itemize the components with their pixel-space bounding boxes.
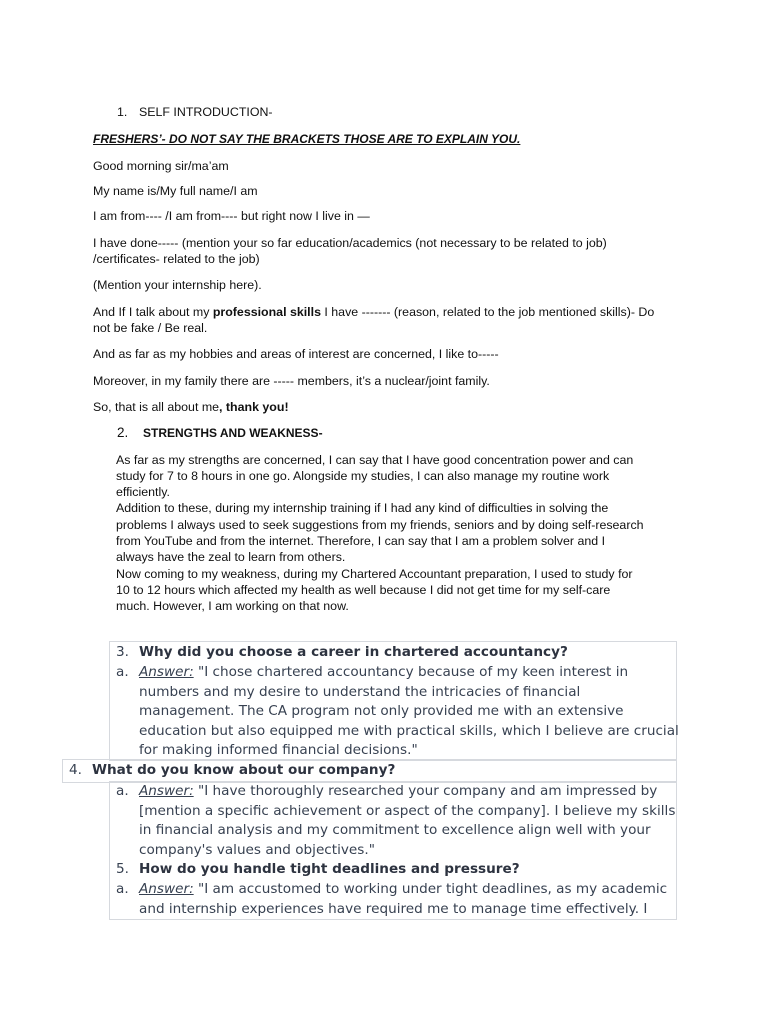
answer-marker: a. (116, 783, 129, 799)
answer-label: Answer: (139, 783, 194, 799)
intro-line-skills-cont: not be fake / Be real. (93, 321, 208, 335)
strengths-line: study for 7 to 8 hours in one go. Alongside my studies, I can also manage my routine work (116, 469, 610, 483)
answer-line: numbers and my desire to understand the intricacies of financial (139, 683, 581, 700)
question-number: 3. (116, 644, 129, 660)
answer-line: education but also equipped me with practical skills, which I believe are crucial (139, 722, 679, 739)
skills-text-pre: And If I talk about my (93, 305, 213, 319)
answer-line: company's values and objectives." (139, 841, 375, 858)
intro-line-skills (93, 304, 654, 320)
question-text: How do you handle tight deadlines and pressure? (139, 861, 520, 877)
answer-marker: a. (116, 664, 129, 680)
intro-line-internship: (Mention your internship here). (93, 278, 262, 292)
answer-line: in financial analysis and my commitment to excellence align well with your (139, 822, 651, 838)
strengths-line: always have the zeal to learn from others. (116, 550, 346, 564)
intro-line-closing (93, 399, 289, 415)
answer-label: Answer: (139, 881, 194, 897)
section-number: 2. (117, 425, 129, 440)
answer-line: Answer: "I have thoroughly researched your company and am impressed by (139, 783, 658, 799)
strengths-line: efficiently. (116, 485, 170, 499)
strengths-line: from YouTube and from the internet. Therefore, I can say that I am a problem solver and I (116, 534, 606, 548)
answer-line: [mention a specific achievement or aspect of the company]. I believe my skills (139, 802, 676, 819)
section-heading-strengths (117, 425, 323, 441)
closing-text-bold: , thank you! (219, 400, 289, 414)
freshers-warning: FRESHERS’- DO NOT SAY THE BRACKETS THOSE ARE TO EXPLAIN YOU. (93, 132, 521, 146)
answer-marker: a. (116, 881, 129, 897)
section-heading-self-introduction (117, 104, 273, 120)
weakness-line: Now coming to my weakness, during my Chartered Accountant preparation, I used to study for (116, 567, 633, 581)
skills-text-post: I have ------- (reason, related to the job mentioned skills)- Do (320, 305, 655, 319)
answer-line: Answer: "I am accustomed to working under tight deadlines, as my academic (139, 881, 668, 897)
question-text: What do you know about our company? (92, 762, 396, 778)
strengths-line: problems I always used to seek suggestions from my friends, seniors and by doing self-research (116, 518, 644, 532)
section-number: 1. (117, 105, 128, 119)
question-number: 4. (69, 762, 82, 778)
skills-text-bold: professional skills (212, 305, 321, 319)
answer-line: management. The CA program not only provided me with an extensive (139, 703, 624, 719)
intro-line-greeting: Good morning sir/ma’am (93, 159, 229, 173)
intro-line-location: I am from---- /I am from---- but right now I live in — (93, 209, 370, 223)
section-title: STRENGTHS AND WEAKNESS- (143, 426, 323, 440)
weakness-line: much. However, I am working on that now. (116, 599, 349, 613)
answer-label: Answer: (139, 664, 194, 680)
intro-line-family: Moreover, in my family there are ----- members, it’s a nuclear/joint family. (93, 374, 490, 388)
question-text: Why did you choose a career in chartered accountancy? (139, 644, 568, 660)
closing-text-pre: So, that is all about me (93, 400, 220, 414)
intro-line-hobbies: And as far as my hobbies and areas of interest are concerned, I like to----- (93, 347, 499, 361)
weakness-line: 10 to 12 hours which affected my health as well because I did not get time for my self-care (116, 583, 611, 597)
strengths-line: Addition to these, during my internship training if I had any kind of difficulties in solving the (116, 501, 609, 515)
intro-line-name: My name is/My full name/I am (93, 184, 258, 198)
answer-line: for making informed financial decisions." (139, 742, 418, 758)
answer-line: Answer: "I chose chartered accountancy because of my keen interest in (139, 664, 629, 680)
answer-line: and internship experiences have required me to manage time effectively. I (139, 900, 648, 917)
intro-line-education: I have done----- (mention your so far education/academics (not necessary to be related to job) (93, 236, 607, 250)
strengths-line: As far as my strengths are concerned, I can say that I have good concentration power and can (116, 453, 634, 467)
section-title: SELF INTRODUCTION- (139, 105, 273, 119)
question-number: 5. (116, 861, 129, 877)
intro-line-education-cont: /certificates- related to the job) (93, 252, 260, 266)
